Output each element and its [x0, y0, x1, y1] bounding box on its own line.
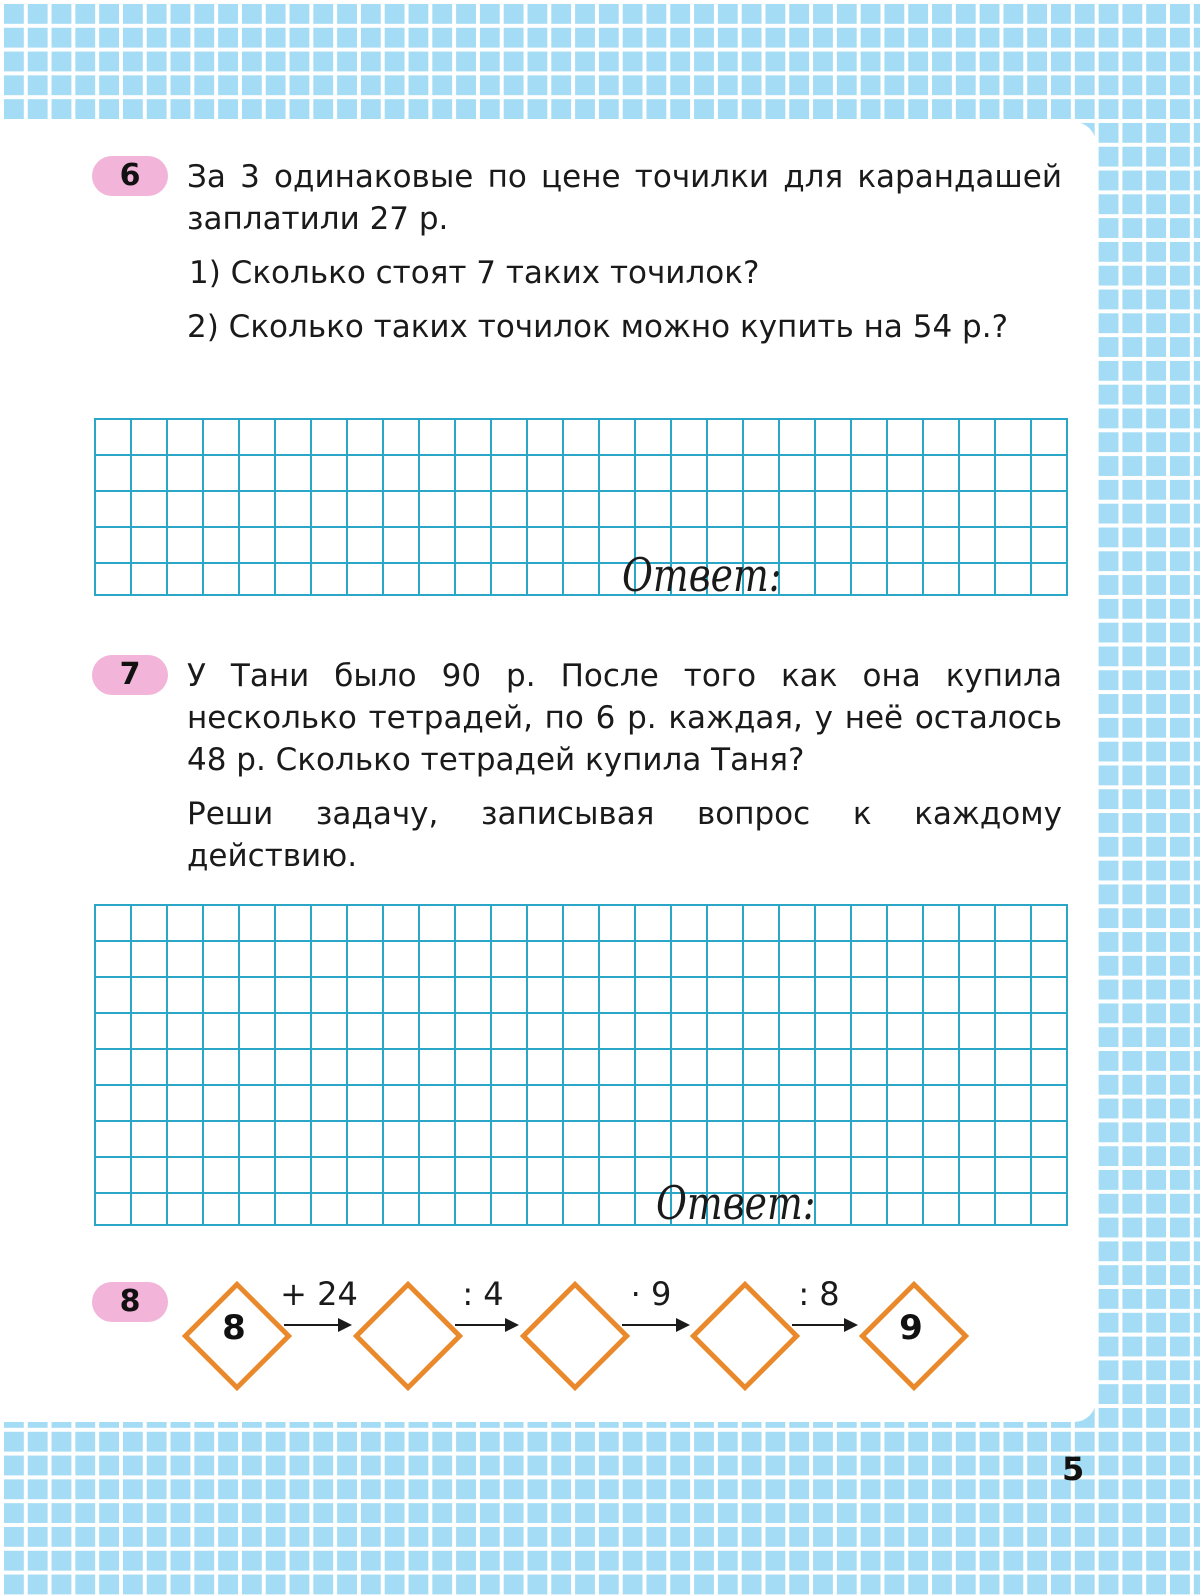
chain-operation-3: · 9 [630, 1275, 672, 1313]
arrow-right-icon [455, 1324, 517, 1326]
task-6-answer-grid[interactable] [94, 418, 1068, 596]
task-7-answer-label: Ответ: [656, 1176, 816, 1230]
task-number-badge: 8 [92, 1282, 168, 1322]
chain-end-value: 9 [899, 1308, 923, 1348]
arrow-right-icon [284, 1324, 350, 1326]
task-6-question-1: 1) Сколько стоят 7 таких точилок? [189, 255, 760, 291]
task-7-text [187, 655, 1062, 877]
chain-operation-1: + 24 [280, 1275, 358, 1313]
task-6-text [187, 156, 1062, 348]
chain-start-value: 8 [222, 1308, 246, 1348]
chain-operation-2: : 4 [462, 1275, 504, 1313]
arrow-right-icon [792, 1324, 856, 1326]
task-6-condition: За 3 одинаковые по цене точилки для карандашей заплатили 27 р. [187, 159, 1062, 237]
task-6-question-2: 2) Сколько таких точилок можно купить на 54 р.? [187, 309, 1009, 345]
chain-operation-4: : 8 [798, 1275, 840, 1313]
arrow-right-icon [622, 1324, 688, 1326]
page-number: 5 [1062, 1450, 1085, 1488]
number-chain [0, 1275, 1096, 1430]
task-7-answer-grid[interactable] [94, 904, 1068, 1226]
task-6-answer-label: Ответ: [622, 548, 782, 602]
task-number-badge: 7 [92, 655, 168, 695]
task-7-condition: У Тани было 90 р. После того как она купила несколько тетрадей, по 6 р. каждая, у неё осталось 48 р. Сколько тетрадей купила Таня? [187, 658, 1062, 778]
task-7-instruction: Реши задачу, записывая вопрос к каждому действию. [187, 796, 1062, 874]
task-number-badge: 6 [92, 156, 168, 196]
